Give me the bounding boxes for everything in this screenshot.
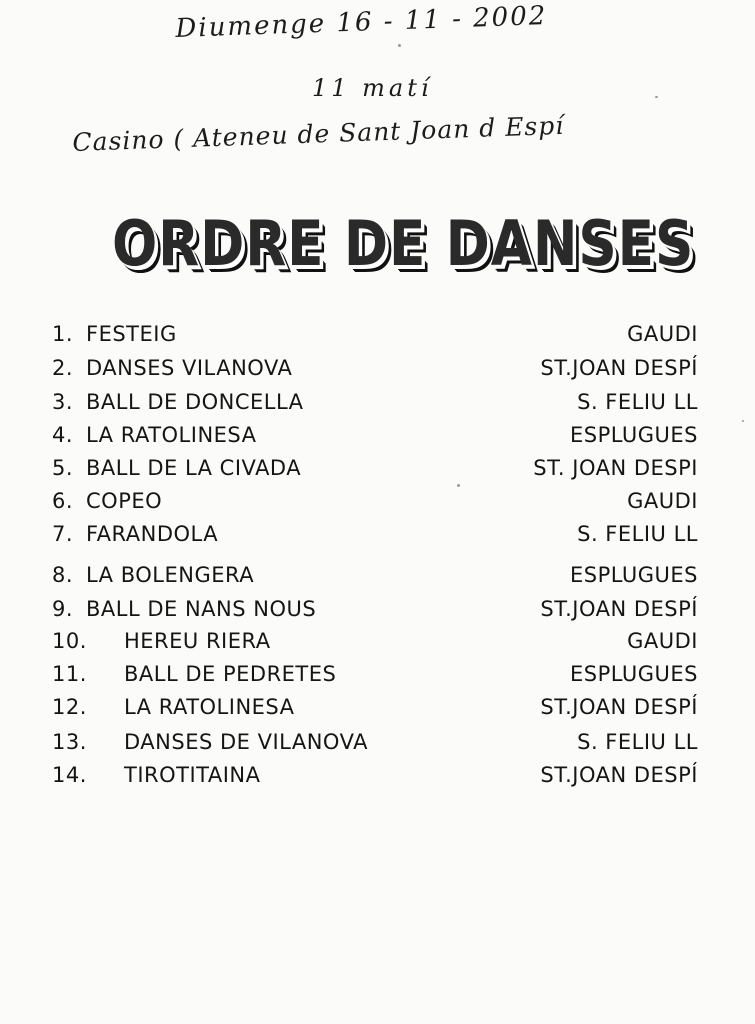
dance-number: 1. (52, 322, 74, 346)
dance-row (52, 727, 698, 757)
dance-row (52, 387, 698, 417)
dance-name: COPEO (86, 489, 163, 513)
scan-speck (742, 420, 744, 422)
dance-group: GAUDI (627, 489, 698, 513)
dance-row (52, 420, 698, 450)
dance-number: 12. (52, 695, 87, 719)
dance-name: BALL DE PEDRETES (124, 662, 337, 686)
dance-row (52, 626, 698, 656)
dance-name: TIROTITAINA (124, 763, 261, 787)
dance-row (52, 560, 698, 590)
dance-name: LA RATOLINESA (86, 423, 257, 447)
dance-group: ST.JOAN DESPÍ (540, 695, 698, 719)
dance-group: ST.JOAN DESPÍ (540, 597, 698, 621)
dance-group: ST.JOAN DESPÍ (540, 356, 698, 380)
dance-name: FESTEIG (86, 322, 177, 346)
dance-name: BALL DE DONCELLA (86, 390, 304, 414)
dance-group: GAUDI (627, 629, 698, 653)
dance-name: BALL DE NANS NOUS (86, 597, 317, 621)
dance-row (52, 692, 698, 722)
dance-group: ESPLUGUES (569, 662, 698, 686)
dance-number: 7. (52, 522, 74, 546)
document-title: ORDRE DE DANSES (112, 207, 695, 280)
dance-row (52, 659, 698, 689)
dance-group: S. FELIU LL (577, 730, 698, 754)
dance-row (52, 353, 698, 383)
scan-speck (655, 96, 658, 98)
dance-name: LA RATOLINESA (124, 695, 295, 719)
dance-number: 14. (52, 763, 87, 787)
dance-name: DANSES VILANOVA (86, 356, 293, 380)
dance-name: FARANDOLA (86, 522, 219, 546)
dance-row (52, 760, 698, 790)
handwritten-time: 11 matí (312, 74, 433, 102)
dance-name: LA BOLENGERA (86, 563, 255, 587)
dance-name: HEREU RIERA (124, 629, 271, 653)
dance-number: 11. (52, 662, 87, 686)
dance-number: 8. (52, 563, 74, 587)
dance-group: GAUDI (627, 322, 698, 346)
dance-group: S. FELIU LL (577, 390, 698, 414)
dance-group: ESPLUGUES (569, 423, 698, 447)
dance-number: 6. (52, 489, 74, 513)
dance-row (52, 319, 698, 349)
dance-name: BALL DE LA CIVADA (86, 456, 302, 480)
dance-number: 4. (52, 423, 74, 447)
dance-group: ST. JOAN DESPI (533, 456, 698, 480)
scan-speck (398, 44, 401, 47)
dance-row (52, 519, 698, 549)
dance-number: 5. (52, 456, 74, 480)
dance-number: 9. (52, 597, 74, 621)
dance-group: S. FELIU LL (577, 522, 698, 546)
dance-number: 13. (52, 730, 87, 754)
dance-group: ESPLUGUES (569, 563, 698, 587)
dance-number: 3. (52, 390, 74, 414)
scan-speck (457, 484, 460, 487)
dance-name: DANSES DE VILANOVA (124, 730, 368, 754)
dance-row (52, 594, 698, 624)
handwritten-date: Diumenge 16 - 11 - 2002 (175, 1, 548, 44)
dance-row (52, 486, 698, 516)
dance-number: 2. (52, 356, 74, 380)
dance-number: 10. (52, 629, 87, 653)
dance-group: ST.JOAN DESPÍ (540, 763, 698, 787)
dance-row (52, 453, 698, 483)
handwritten-place: Casino ( Ateneu de Sant Joan d Espí (72, 110, 565, 157)
